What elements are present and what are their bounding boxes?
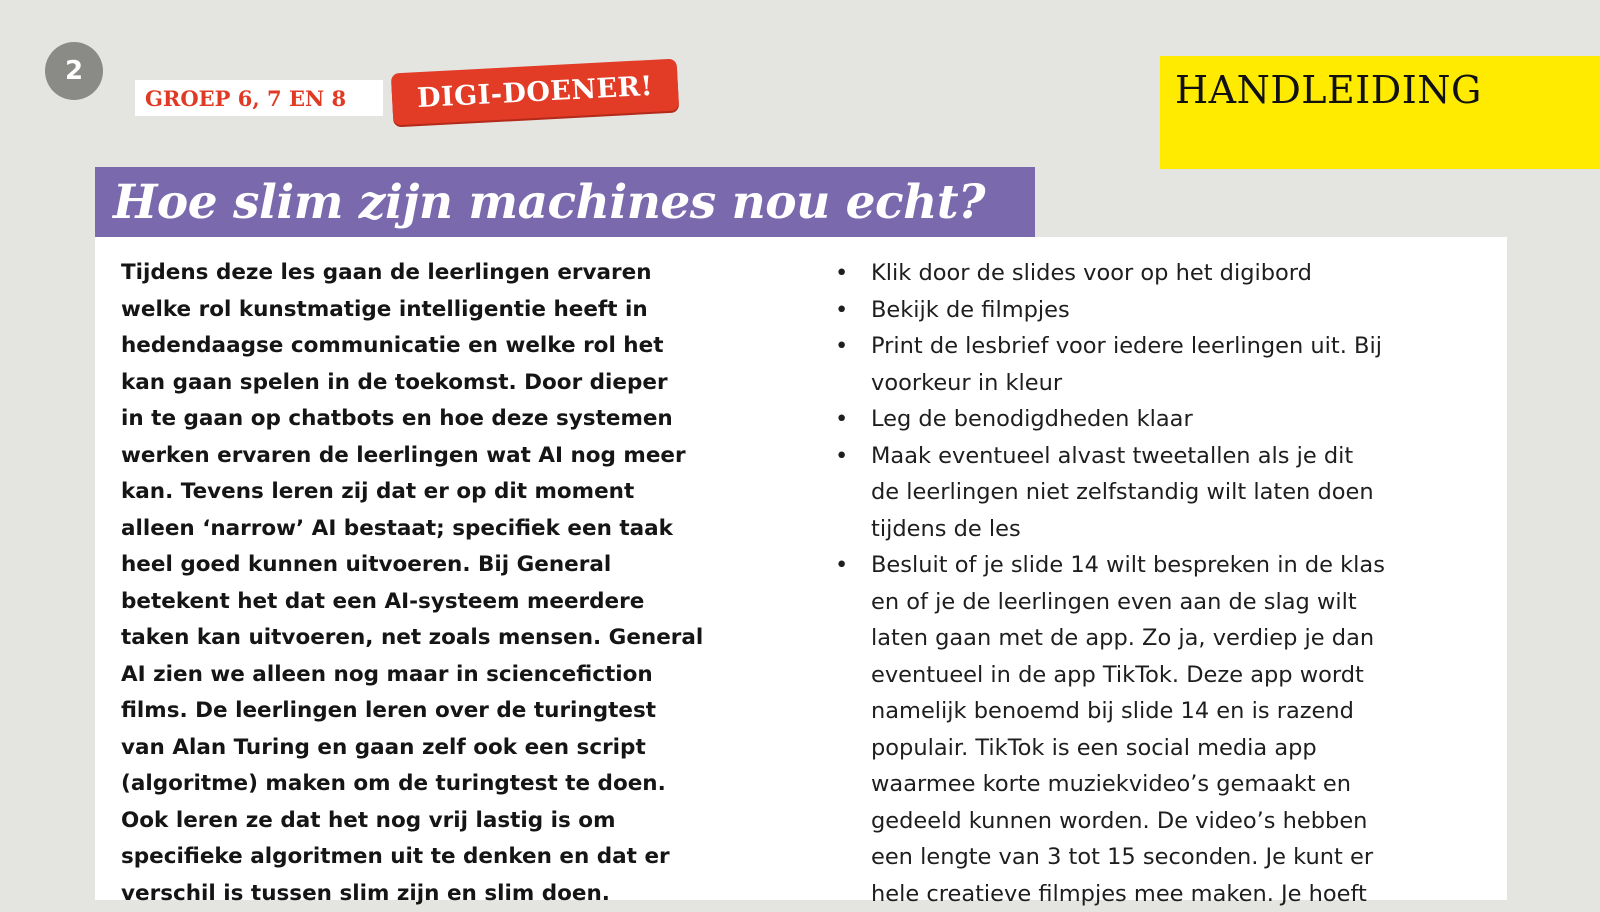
page-number-badge: 2 bbox=[45, 42, 103, 100]
list-item-text: namelijk benoemd bij slide 14 en is razend bbox=[871, 693, 1495, 730]
intro-paragraph bbox=[121, 255, 766, 912]
bullet-icon: • bbox=[835, 438, 848, 475]
intro-line: heel goed kunnen uitvoeren. Bij General bbox=[121, 547, 766, 584]
list-item-text: populair. TikTok is een social media app bbox=[871, 730, 1495, 767]
intro-line: Ook leren ze dat het nog vrij lastig is om bbox=[121, 803, 766, 840]
list-item-text: tijdens de les bbox=[871, 511, 1495, 548]
list-item-text: eventueel in de app TikTok. Deze app wordt bbox=[871, 657, 1495, 694]
bullet-icon: • bbox=[835, 328, 848, 365]
group-label: GROEP 6, 7 EN 8 bbox=[135, 80, 383, 116]
list-item-text: hele creatieve filmpjes mee maken. Je hoeft bbox=[871, 876, 1495, 912]
bullet-icon: • bbox=[835, 255, 848, 292]
manual-banner: HANDLEIDING bbox=[1160, 56, 1600, 169]
list-item-text: Bekijk de filmpjes bbox=[871, 292, 1495, 329]
intro-line: betekent het dat een AI-systeem meerdere bbox=[121, 584, 766, 621]
intro-line: AI zien we alleen nog maar in sciencefiction bbox=[121, 657, 766, 694]
intro-line: welke rol kunstmatige intelligentie heeft in bbox=[121, 292, 766, 329]
preparation-list bbox=[835, 255, 1495, 912]
list-item-text: de leerlingen niet zelfstandig wilt laten doen bbox=[871, 474, 1495, 511]
list-item bbox=[835, 255, 1495, 292]
list-item-text: een lengte van 3 tot 15 seconden. Je kunt er bbox=[871, 839, 1495, 876]
list-item-text: Leg de benodigdheden klaar bbox=[871, 401, 1495, 438]
intro-line: films. De leerlingen leren over de turingtest bbox=[121, 693, 766, 730]
bullet-icon: • bbox=[835, 401, 848, 438]
list-item bbox=[835, 547, 1495, 912]
intro-line: kan gaan spelen in de toekomst. Door dieper bbox=[121, 365, 766, 402]
list-item-text: voorkeur in kleur bbox=[871, 365, 1495, 402]
intro-line: kan. Tevens leren zij dat er op dit moment bbox=[121, 474, 766, 511]
digi-doener-badge: DIGI-DOENER! bbox=[391, 59, 679, 126]
intro-line: taken kan uitvoeren, net zoals mensen. General bbox=[121, 620, 766, 657]
intro-line: verschil is tussen slim zijn en slim doen. bbox=[121, 876, 766, 912]
list-item-text: Print de lesbrief voor iedere leerlingen uit. Bij bbox=[871, 328, 1495, 365]
list-item-text: en of je de leerlingen even aan de slag wilt bbox=[871, 584, 1495, 621]
list-item-text: Klik door de slides voor op het digibord bbox=[871, 255, 1495, 292]
list-item-text: Maak eventueel alvast tweetallen als je dit bbox=[871, 438, 1495, 475]
bullet-icon: • bbox=[835, 292, 848, 329]
list-item-text: Besluit of je slide 14 wilt bespreken in de klas bbox=[871, 547, 1495, 584]
list-item-text: laten gaan met de app. Zo ja, verdiep je dan bbox=[871, 620, 1495, 657]
list-item-text: waarmee korte muziekvideo’s gemaakt en bbox=[871, 766, 1495, 803]
content-panel bbox=[95, 237, 1507, 900]
title-bar bbox=[95, 167, 1035, 237]
intro-line: Tijdens deze les gaan de leerlingen ervaren bbox=[121, 255, 766, 292]
intro-line: (algoritme) maken om de turingtest te doen. bbox=[121, 766, 766, 803]
list-item bbox=[835, 328, 1495, 401]
list-item bbox=[835, 292, 1495, 329]
intro-line: in te gaan op chatbots en hoe deze systemen bbox=[121, 401, 766, 438]
intro-line: specifieke algoritmen uit te denken en dat er bbox=[121, 839, 766, 876]
list-item bbox=[835, 438, 1495, 548]
intro-line: hedendaagse communicatie en welke rol het bbox=[121, 328, 766, 365]
list-item bbox=[835, 401, 1495, 438]
page-title: Hoe slim zijn machines nou echt? bbox=[113, 175, 985, 230]
intro-line: alleen ‘narrow’ AI bestaat; specifiek een taak bbox=[121, 511, 766, 548]
bullet-icon: • bbox=[835, 547, 848, 584]
list-item-text: gedeeld kunnen worden. De video’s hebben bbox=[871, 803, 1495, 840]
intro-line: werken ervaren de leerlingen wat AI nog meer bbox=[121, 438, 766, 475]
intro-line: van Alan Turing en gaan zelf ook een script bbox=[121, 730, 766, 767]
